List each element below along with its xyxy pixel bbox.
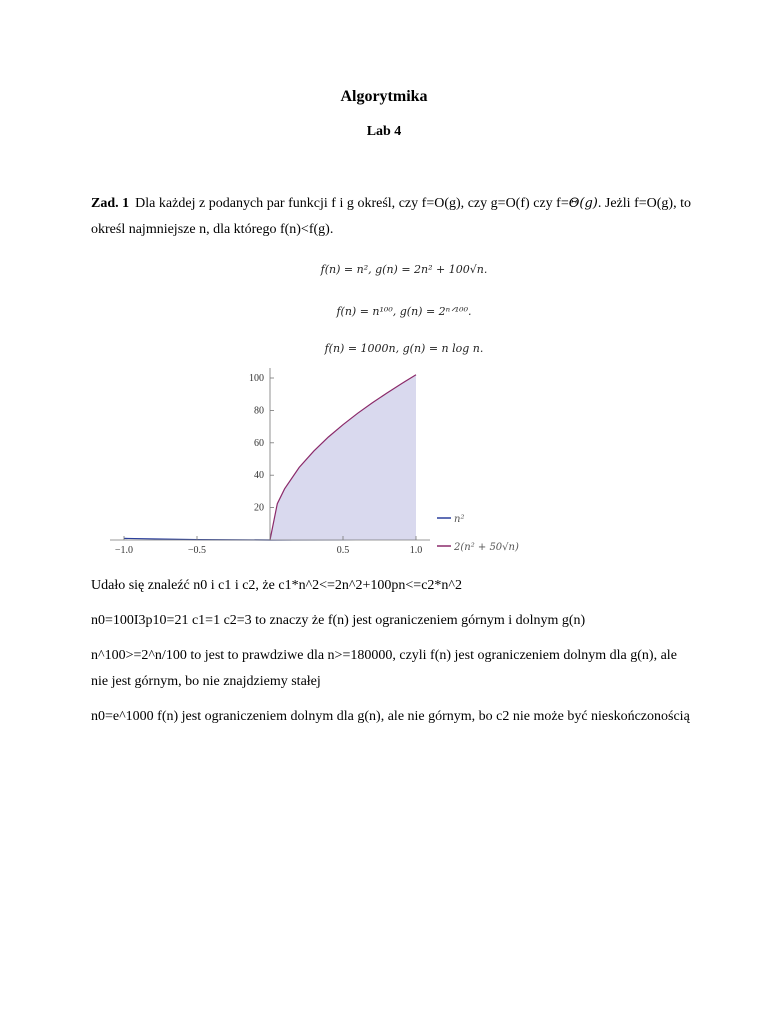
y-tick-label: 20 xyxy=(254,502,264,514)
theta-symbol: Θ(g) xyxy=(568,196,598,211)
document-title: Algorytmika xyxy=(340,88,428,105)
formula-2: f(n) = n¹⁰⁰, g(n) = 2ⁿᐟ¹⁰⁰. xyxy=(336,305,472,318)
plot-legend xyxy=(437,514,519,553)
paragraph-1: Udało się znaleźć n0 i c1 i c2, że c1*n^2<=2n^2+100pn<=c2*n^2 xyxy=(91,578,462,593)
legend-label-1: n² xyxy=(454,514,465,525)
x-tick-label: −1.0 xyxy=(114,545,134,556)
y-tick-label: 80 xyxy=(254,405,264,417)
task-label: Zad. 1 xyxy=(91,196,130,211)
y-tick-label: 60 xyxy=(254,437,264,449)
task-statement xyxy=(91,191,691,243)
series-area-2 xyxy=(270,375,416,540)
document-subtitle: Lab 4 xyxy=(366,124,402,139)
legend-label-2: 2(n² + 50√n) xyxy=(454,542,519,553)
paragraph-2: n0=100I3p10=21 c1=1 c2=3 to znaczy że f(n) jest ograniczeniem górnym i dolnym g(n) xyxy=(91,613,586,628)
x-tick-label: 0.5 xyxy=(336,545,350,556)
formula-1: f(n) = n², g(n) = 2n² + 100√n. xyxy=(320,263,488,276)
x-tick-label: −0.5 xyxy=(187,545,207,556)
x-tick-label: 1.0 xyxy=(409,545,423,556)
function-plot xyxy=(100,362,540,562)
y-tick-label: 100 xyxy=(249,373,264,384)
task-text-part-1: Dla każdej z podanych par funkcji f i g określ, czy f=O(g), czy g=O(f) czy f= xyxy=(135,196,569,211)
paragraph-4: n0=e^1000 f(n) jest ograniczeniem dolnym dla g(n), ale nie górnym, bo c2 nie może być nieskończonością xyxy=(91,709,690,724)
task-text-part-2: . Jeżli f=O(g), to określ najmniejsze n, dla którego f(n)<f(g). xyxy=(91,196,692,237)
formula-3: f(n) = 1000n, g(n) = n log n. xyxy=(324,342,484,355)
paragraph-3: n^100>=2^n/100 to jest to prawdziwe dla n>=180000, czyli f(n) jest ograniczeniem dolnym dla g(n), ale nie jest górnym, bo nie znajdziemy stałej xyxy=(91,648,677,689)
y-tick-label: 40 xyxy=(254,470,264,482)
